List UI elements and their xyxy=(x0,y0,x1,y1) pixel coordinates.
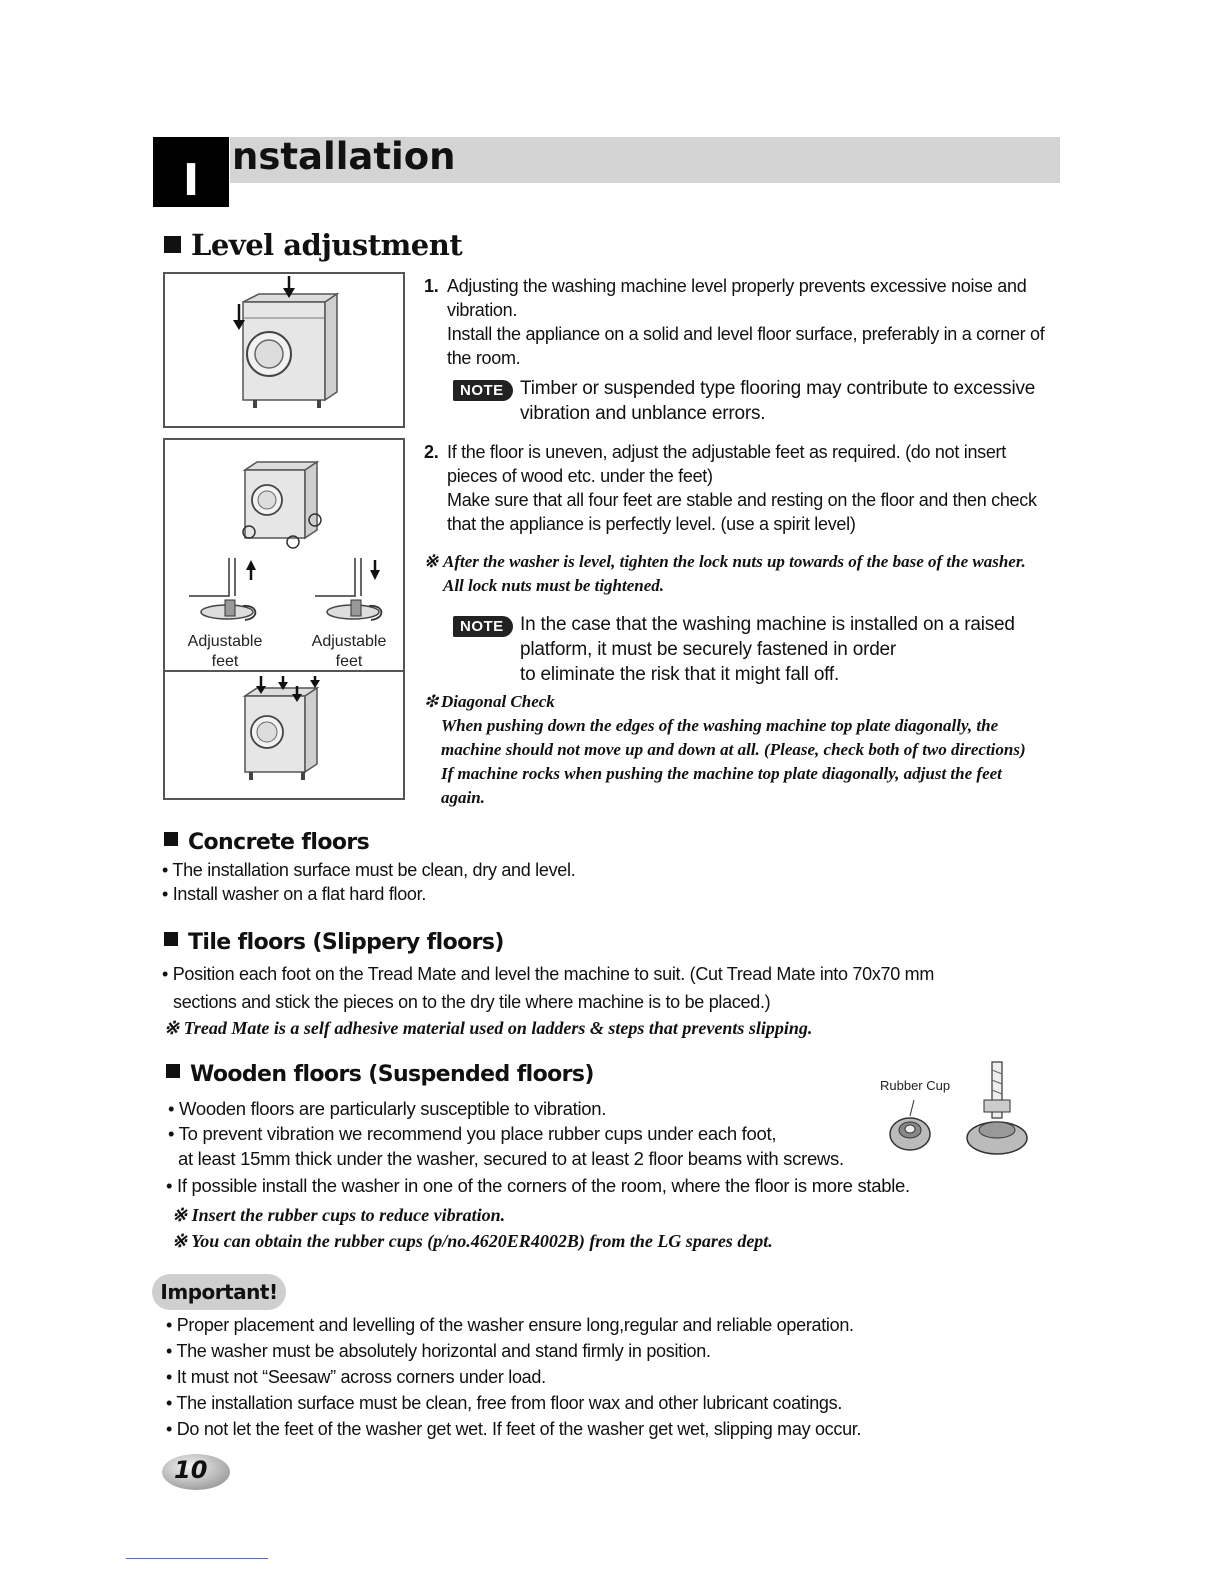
item-2-number: 2. xyxy=(424,442,439,462)
page-title: nstallation xyxy=(232,135,456,178)
concrete-bullet-2: • Install washer on a flat hard floor. xyxy=(162,884,427,904)
important-item: • It must not “Seesaw” across corners under load. xyxy=(166,1367,546,1387)
bottom-link-line xyxy=(126,1558,268,1559)
wooden-heading xyxy=(166,1062,594,1087)
item-1-line1: Adjusting the washing machine level properly prevents excessive noise and xyxy=(447,276,1027,296)
note-badge-2 xyxy=(453,616,513,637)
washer-press-illustration xyxy=(165,274,403,426)
concrete-heading xyxy=(164,830,369,855)
wooden-bullet-2: • To prevent vibration we recommend you place rubber cups under each foot, xyxy=(168,1123,777,1144)
label-right-line2: feet xyxy=(335,653,363,670)
item-2-line3: Make sure that all four feet are stable and resting on the floor and then check xyxy=(447,490,1037,510)
page-number: 10 xyxy=(174,1456,208,1484)
label-right-line1: Adjustable xyxy=(311,633,387,650)
note-icon: NOTE xyxy=(453,380,513,401)
adjustable-feet-label-right xyxy=(299,632,399,672)
asterisk-icon: ❇ xyxy=(424,692,439,711)
tile-heading xyxy=(164,930,504,955)
item-2-line4: that the appliance is perfectly level. (use a spirit level) xyxy=(447,514,856,534)
tile-title: Tile floors (Slippery floors) xyxy=(188,930,504,955)
label-left-line1: Adjustable xyxy=(187,633,263,650)
item-2-line1: If the floor is uneven, adjust the adjustable feet as required. (do not insert xyxy=(447,442,1006,462)
item-1-line2: vibration. xyxy=(447,300,518,320)
square-bullet-icon xyxy=(164,932,178,946)
note-2-line2: platform, it must be securely fastened in order xyxy=(520,639,897,660)
tile-bullet-1-cont: sections and stick the pieces on to the dry tile where machine is to be placed.) xyxy=(173,992,771,1012)
concrete-title: Concrete floors xyxy=(188,830,370,855)
important-item: • The installation surface must be clean, free from floor wax and other lubricant coatings. xyxy=(166,1393,843,1413)
item-1-line4: the room. xyxy=(447,348,521,368)
lock-nuts-line2: All lock nuts must be tightened. xyxy=(443,576,665,595)
diagonal-line4: again. xyxy=(441,788,485,807)
important-item: • Proper placement and levelling of the washer ensure long,regular and reliable operation. xyxy=(166,1315,854,1335)
page-number-badge xyxy=(152,1452,232,1492)
note-badge-1 xyxy=(453,380,513,401)
wooden-bullet-2-cont: at least 15mm thick under the washer, secured to at least 2 floor beams with screws. xyxy=(178,1148,844,1169)
tread-mate-note: ※ Tread Mate is a self adhesive material used on ladders & steps that prevents slipping. xyxy=(164,1018,813,1038)
important-item: • The washer must be absolutely horizontal and stand firmly in position. xyxy=(166,1341,711,1361)
tile-bullets xyxy=(162,960,934,1016)
diagonal-line2: machine should not move up and down at all. (Please, check both of two directions) xyxy=(441,740,1026,759)
square-bullet-icon xyxy=(164,832,178,846)
note-2-line1: In the case that the washing machine is installed on a raised xyxy=(520,614,1015,635)
note-icon: NOTE xyxy=(453,616,513,637)
rubber-cup-label: Rubber Cup xyxy=(880,1078,951,1093)
square-bullet-icon xyxy=(166,1064,180,1078)
diagonal-line1: When pushing down the edges of the washing machine top plate diagonally, the xyxy=(441,716,999,735)
instruction-2 xyxy=(424,440,1074,536)
note-2-line3: to eliminate the risk that it might fall off. xyxy=(520,664,840,685)
lock-nuts-line1: After the washer is level, tighten the lock nuts up towards of the base of the washer. xyxy=(443,552,1026,571)
item-1-line3: Install the appliance on a solid and level floor surface, preferably in a corner of xyxy=(447,324,1045,344)
instruction-1 xyxy=(424,274,1074,370)
label-left-line2: feet xyxy=(211,653,239,670)
figure-washer-top-press xyxy=(163,272,405,428)
rubber-cups-note-1: ※ Insert the rubber cups to reduce vibration. xyxy=(172,1205,506,1225)
header-initial: I xyxy=(153,137,229,207)
lock-nuts-note xyxy=(424,550,1084,598)
adjustable-feet-label-left xyxy=(175,632,275,672)
rubber-cups-note-2: ※ You can obtain the rubber cups (p/no.4620ER4002B) from the LG spares dept. xyxy=(172,1231,773,1251)
important-item: • Do not let the feet of the washer get wet. If feet of the washer get wet, slipping may occur. xyxy=(166,1419,862,1439)
diagonal-line3: If machine rocks when pushing the machine top plate diagonally, adjust the feet xyxy=(441,764,1002,783)
square-bullet-icon xyxy=(164,236,181,253)
diagonal-check xyxy=(424,690,1084,810)
wooden-bullet-3: • If possible install the washer in one of the corners of the room, where the floor is more stable. xyxy=(166,1175,910,1196)
level-heading xyxy=(164,228,462,262)
concrete-bullets xyxy=(162,858,575,906)
wooden-notes xyxy=(172,1202,773,1254)
note-2-text xyxy=(520,612,1015,687)
note-1-line1: Timber or suspended type flooring may contribute to excessive xyxy=(520,378,1036,399)
wooden-bullet-1: • Wooden floors are particularly susceptible to vibration. xyxy=(168,1098,607,1119)
item-1-number: 1. xyxy=(424,276,439,296)
diagonal-check-illustration xyxy=(165,672,403,798)
item-2-line2: pieces of wood etc. under the feet) xyxy=(447,466,713,486)
note-1-line2: vibration and unblance errors. xyxy=(520,403,766,424)
rubber-cup-icon xyxy=(884,1058,1040,1162)
tile-bullet-1: • Position each foot on the Tread Mate and level the machine to suit. (Cut Tread Mate into 70x70 mm xyxy=(162,964,935,984)
reference-mark-icon: ※ xyxy=(424,552,439,571)
important-label: Important! xyxy=(152,1274,286,1310)
note-1-text xyxy=(520,376,1035,426)
diagonal-check-title: Diagonal Check xyxy=(441,692,555,711)
wooden-title: Wooden floors (Suspended floors) xyxy=(190,1062,594,1087)
level-title: Level adjustment xyxy=(191,228,463,262)
figure-adjustable-feet xyxy=(163,438,405,800)
wooden-bullets xyxy=(168,1096,844,1171)
important-list xyxy=(166,1312,861,1442)
concrete-bullet-1: • The installation surface must be clean, dry and level. xyxy=(162,860,576,880)
